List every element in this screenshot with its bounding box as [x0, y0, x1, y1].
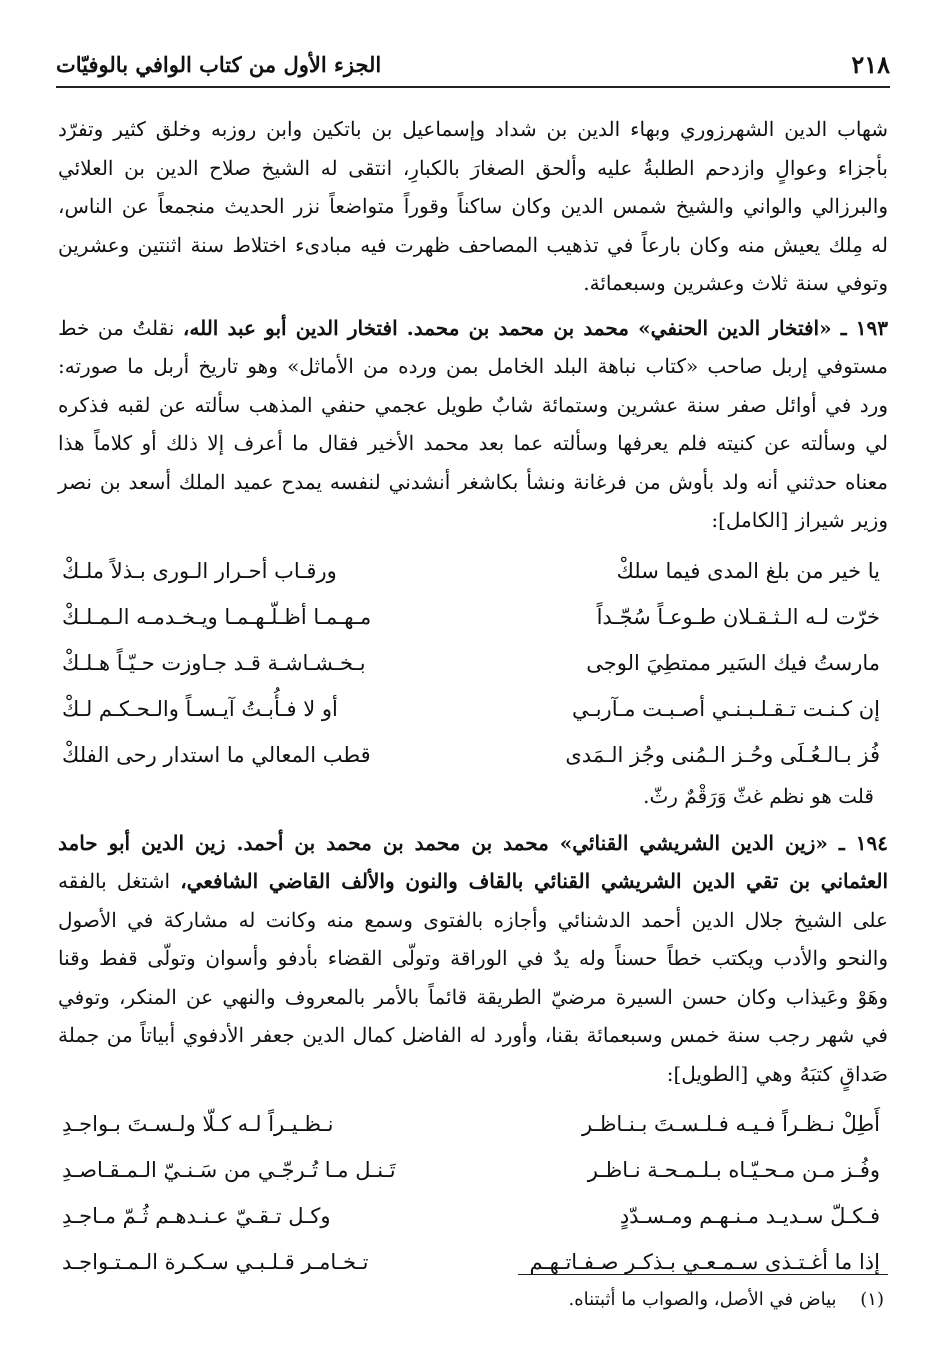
verse-hemistich-second: وكـل تـقـيّ عـنـدهـم ثُـمّ مـاجـدِ: [62, 1204, 331, 1228]
verse-hemistich-second: بـخـشـاشـة قـد جـاوزت حـيّـاً هـلـكْ: [62, 650, 366, 675]
verse-hemistich-first: يا خير من بلغ المدى فيما سلكْ: [616, 558, 880, 583]
verse-line: [58, 1147, 888, 1193]
footnote-text: بياض في الأصل، والصواب ما أثبتناه.: [568, 1289, 837, 1310]
page-body: [58, 110, 888, 1295]
verse-hemistich-first: فُز بـالـعُـلَى وحُـز الـمُنى وجُز الـمَدى: [565, 742, 880, 767]
page-header: [56, 42, 890, 88]
poem-kamil: [58, 548, 888, 814]
verse-hemistich-first: إذا ما أغـتـذى سـمـعـي بـذكـر صـفـاتـهـم: [529, 1250, 880, 1274]
verse-line: [58, 548, 888, 594]
entry-194: [58, 824, 888, 1094]
verse-hemistich-second: تـخـامـر قـلـبـي سـكـرة الـمـتـواجـد: [62, 1250, 369, 1274]
verse-line: [58, 594, 888, 640]
verse-hemistich-first: خرّت لـه الـثـقـلان طـوعـاً سُجّـداً: [596, 604, 880, 629]
verse-line: [58, 1239, 888, 1285]
verse-hemistich-second: مـهـمـا أظـلّـهـمـا ويـخـدمـه الـمـلـكْ: [62, 604, 372, 629]
poem-tawil: [58, 1101, 888, 1285]
running-title: الجزء الأول من كتاب الوافي بالوفيّات: [56, 51, 382, 77]
author-comment: قلت هو نظم غثّ وَرَقْمٌ رثّ.: [643, 783, 874, 808]
verse-hemistich-second: ورقـاب أحـرار الـورى بـذلاً ملـكْ: [62, 558, 337, 583]
verse-line: [58, 640, 888, 686]
verse-hemistich-first: إن كـنـت تـقـلـبـنـي أصـبـت مـآربـي: [572, 696, 880, 721]
entry-text: اشتغل بالفقه على الشيخ جلال الدين أحمد الدشنائي وأجازه بالفتوى وسمع منه وكانت له مشاركة في الأصول والنحو والأدب ويكتب خطاً حسناً وله يدٌ في الوراقة وتولّى القضاء بأدفو وأسوان وتولّى قفط وقنا وهَوْ وعَيذاب وكان حسن السيرة مرضيّ الطريقة قائماً بالأمر بالمعروف والنهي عن المنكر، وتوفي في شهر رجب سنة خمس وسبعمائة بقنا، وأورد له الفاضل كمال الدين جعفر الأدفوي أبياتاً من جملة صَداقٍ كتبَهُ وهي [الطويل]:: [58, 869, 888, 1086]
verse-hemistich-second: أو لا فـأُبـتُ آيـسـاً والـحـكـم لـكْ: [62, 696, 338, 721]
page-number: ٢١٨: [851, 49, 890, 79]
verse-hemistich-first: أَطِلْ نـظـراً فـيـه فـلـسـتَ بـنـاظـر: [581, 1112, 880, 1136]
paragraph: شهاب الدين الشهرزوري وبهاء الدين بن شداد وإسماعيل بن باتكين وابن روزبه وخلق كثير وتفرّد بأجزاء وعوالٍ وازدحم الطلبةُ عليه وألحق الصغارَ بالكبارِ، انتقى له الشيخ صلاح الدين بن العلائي والبرزالي والواني والشيخ شمس الدين وكان ساكناً وقوراً متواضعاً نزر الحديث منجمعاً عن الناس، له مِلك يعيش منه وكان بارعاً في تذهيب المصاحف ظهرت فيه مبادىء اختلاط سنة اثنتين وعشرين وتوفي سنة ثلاث وعشرين وسبعمائة.: [58, 117, 888, 295]
verse-hemistich-first: فـكـلّ سـديـد مـنـهـم ومـسـدّدٍ: [619, 1204, 880, 1228]
verse-hemistich-second: نـظـيـراً لـه كـلّا ولـسـتَ بـواجـدِ: [62, 1112, 334, 1136]
verse-hemistich-second: تَـنـل مـا تُـرجّـي من سَـنـيّ الـمـقـاصـدِ: [62, 1158, 396, 1182]
footnote: [58, 1286, 884, 1314]
entry-text: نقلتُ من خط مستوفي إربل صاحب «كتاب نباهة البلد الخامل بمن ورده من الأماثل» وهو تاريخ أربل ما صورته: ورد في أوائل صفر سنة عشرين وستمائة شابٌ طويل عجمي حنفي المذهب سألته عن لقبه فذكره لي وسألته عن كنيته فلم يعرفها وسألته عما بعد محمد الأخير فقال ما أعرف إلا ذلك أو كلاماً هذا معناه حدثني أنه ولد بأوش من فرغانة ونشأ بكاشغر أنشدني لنفسه يمدح عميد الملك أسعد بن نصر وزير شيراز [الكامل]:: [58, 315, 888, 532]
verse-hemistich-first: وفُـز مـن مـحـيّـاه بـلـمـحـة نـاظـر: [587, 1158, 880, 1182]
entry-heading: ١٩٤ ـ «زين الدين الشريشي القنائي» محمد بن محمد بن محمد بن أحمد. زين الدين أبو حامد العثماني بن تقي الدين الشريشي القنائي بالقاف والنون والألف القاضي الشافعي،: [58, 830, 889, 893]
verse-line: [58, 686, 888, 732]
entry-193: [58, 309, 888, 540]
verse-hemistich-first: مارستُ فيك السَير ممتطِيَ الوجى: [586, 650, 880, 675]
footnote-divider: [518, 1274, 888, 1275]
verse-line: [58, 1193, 888, 1239]
verse-line: [58, 732, 888, 778]
footnote-number: (١): [860, 1289, 884, 1310]
entry-heading: ١٩٣ ـ «افتخار الدين الحنفي» محمد بن محمد بن محمد. افتخار الدين أبو عبد الله،: [182, 315, 888, 340]
verse-line: [58, 1101, 888, 1147]
verse-hemistich-second: قطب المعالي ما استدار رحى الفلكْ: [62, 742, 371, 767]
